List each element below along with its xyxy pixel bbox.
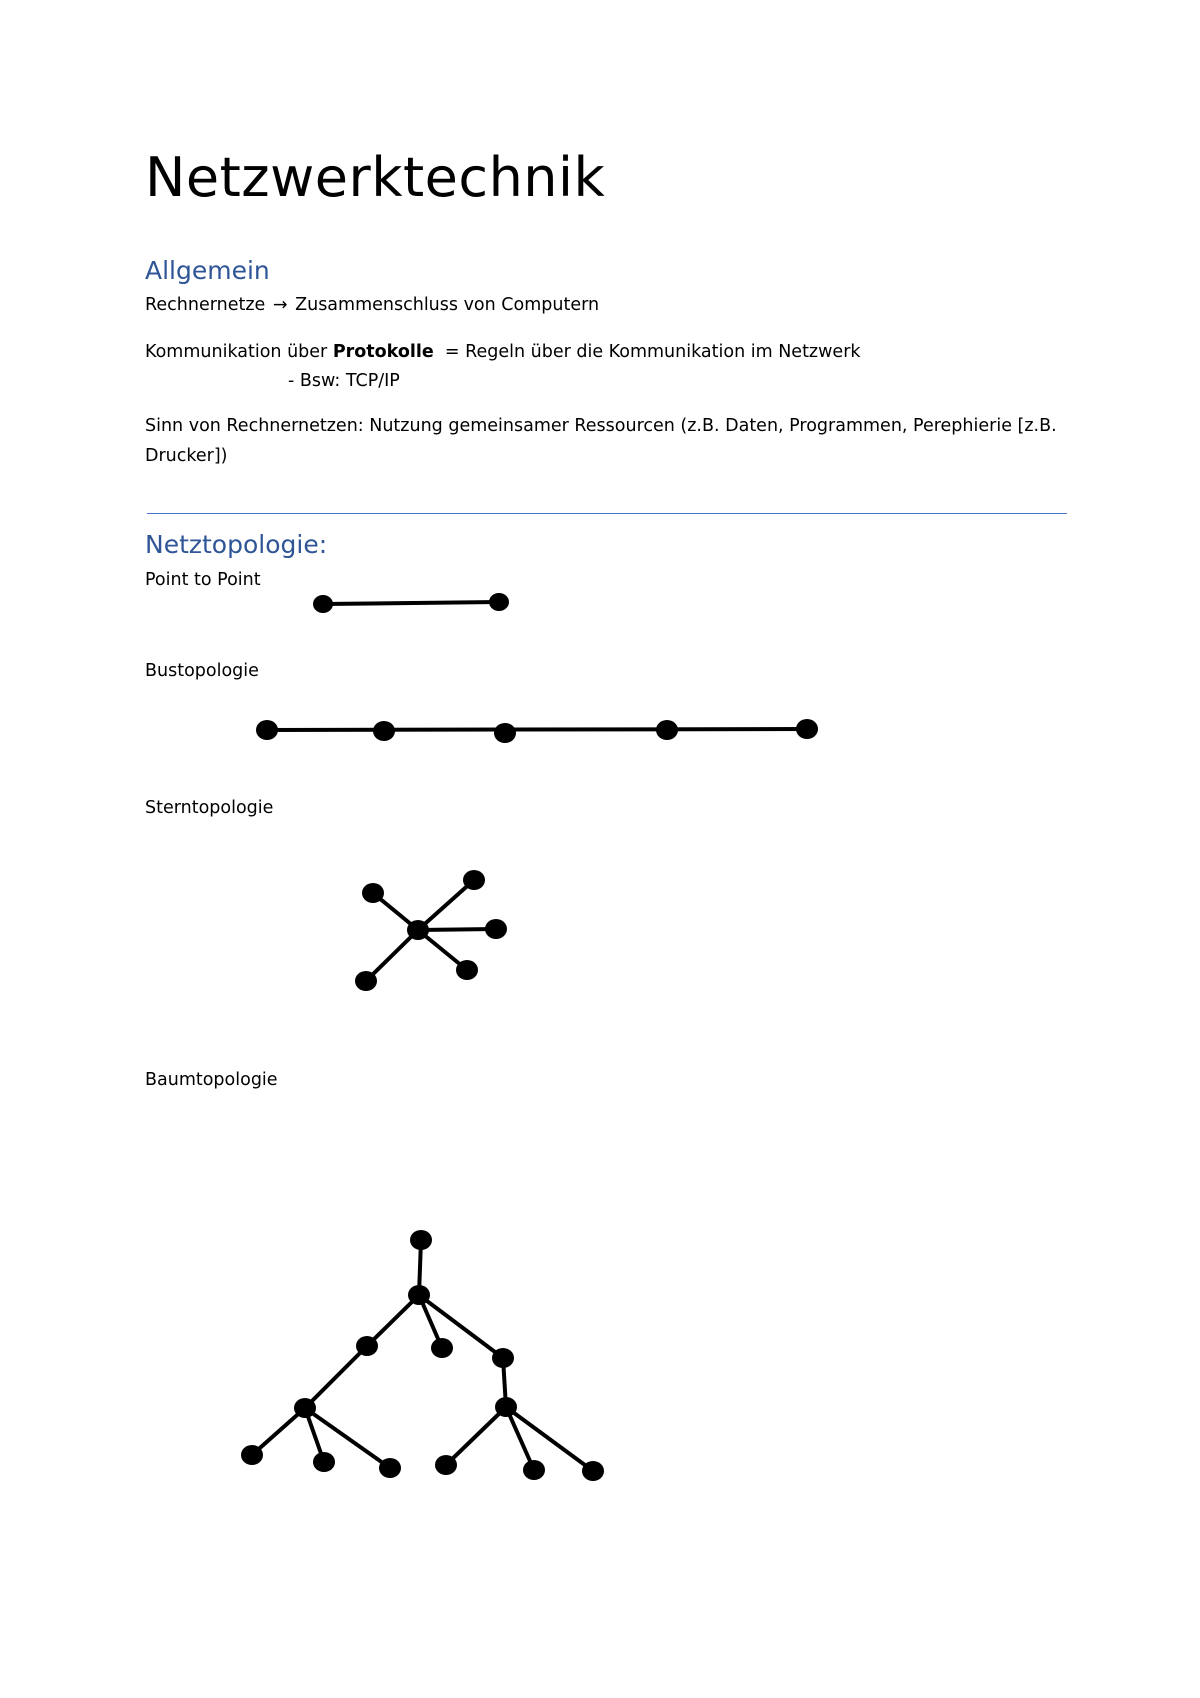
tree-link: [367, 1295, 419, 1346]
arrow-right-icon: →: [272, 295, 288, 315]
tree-leaf-node: [241, 1445, 263, 1465]
tree-root-node: [410, 1230, 432, 1250]
tree-topology-diagram: [241, 1230, 604, 1481]
bus-node: [656, 720, 678, 740]
tree-leaf-node: [523, 1460, 545, 1480]
tree-leaf-node: [582, 1461, 604, 1481]
bus-node: [494, 723, 516, 743]
label-baumtopologie: Baumtopologie: [145, 1070, 278, 1090]
tree-node: [495, 1397, 517, 1417]
section-heading-allgemein: Allgemein: [145, 256, 270, 285]
star-link: [418, 929, 496, 930]
bus-topology-diagram: [256, 719, 818, 743]
bullet-tcp-ip: - Bsw: TCP/IP: [288, 371, 400, 391]
p2p-node: [489, 593, 509, 611]
bus-node: [796, 719, 818, 739]
tree-leaf-node: [379, 1458, 401, 1478]
star-node: [463, 870, 485, 890]
point-to-point-diagram: [313, 593, 509, 613]
p2p-link: [323, 602, 499, 604]
star-node: [362, 883, 384, 903]
page-title: Netzwerktechnik: [145, 146, 606, 209]
bus-node: [256, 720, 278, 740]
star-hub-node: [407, 920, 429, 940]
paragraph-sinn-von-rechnernetzen: Sinn von Rechnernetzen: Nutzung gemeinsamer Ressourcen (z.B. Daten, Programmen, Perephierie [z.B. Drucker]): [145, 416, 1057, 466]
rechnernetze-term: Rechnernetze: [145, 295, 266, 315]
star-node: [485, 919, 507, 939]
bus-line: [267, 729, 807, 730]
p2p-node: [313, 595, 333, 613]
label-bustopologie: Bustopologie: [145, 661, 259, 681]
label-point-to-point: Point to Point: [145, 570, 261, 590]
bus-node: [373, 721, 395, 741]
star-node: [456, 960, 478, 980]
star-node: [355, 971, 377, 991]
section-heading-netztopologie: Netztopologie:: [145, 530, 328, 559]
rechnernetze-definition: Zusammenschluss von Computern: [295, 295, 600, 315]
protokolle-term: Protokolle: [332, 342, 434, 362]
tree-node: [431, 1338, 453, 1358]
tree-node: [408, 1285, 430, 1305]
label-sterntopologie: Sterntopologie: [145, 798, 274, 818]
star-topology-diagram: [355, 870, 507, 991]
star-link: [418, 880, 474, 930]
tree-leaf-node: [435, 1455, 457, 1475]
tree-link: [252, 1408, 305, 1455]
tree-leaf-node: [313, 1452, 335, 1472]
tree-node: [294, 1398, 316, 1418]
tree-node: [492, 1348, 514, 1368]
kommunikation-prefix: Kommunikation über: [145, 342, 333, 362]
star-link: [366, 930, 418, 981]
tree-node: [356, 1336, 378, 1356]
tree-link: [305, 1346, 367, 1408]
tree-link: [446, 1407, 506, 1465]
protokolle-definition: = Regeln über die Kommunikation im Netzwerk: [433, 342, 861, 362]
